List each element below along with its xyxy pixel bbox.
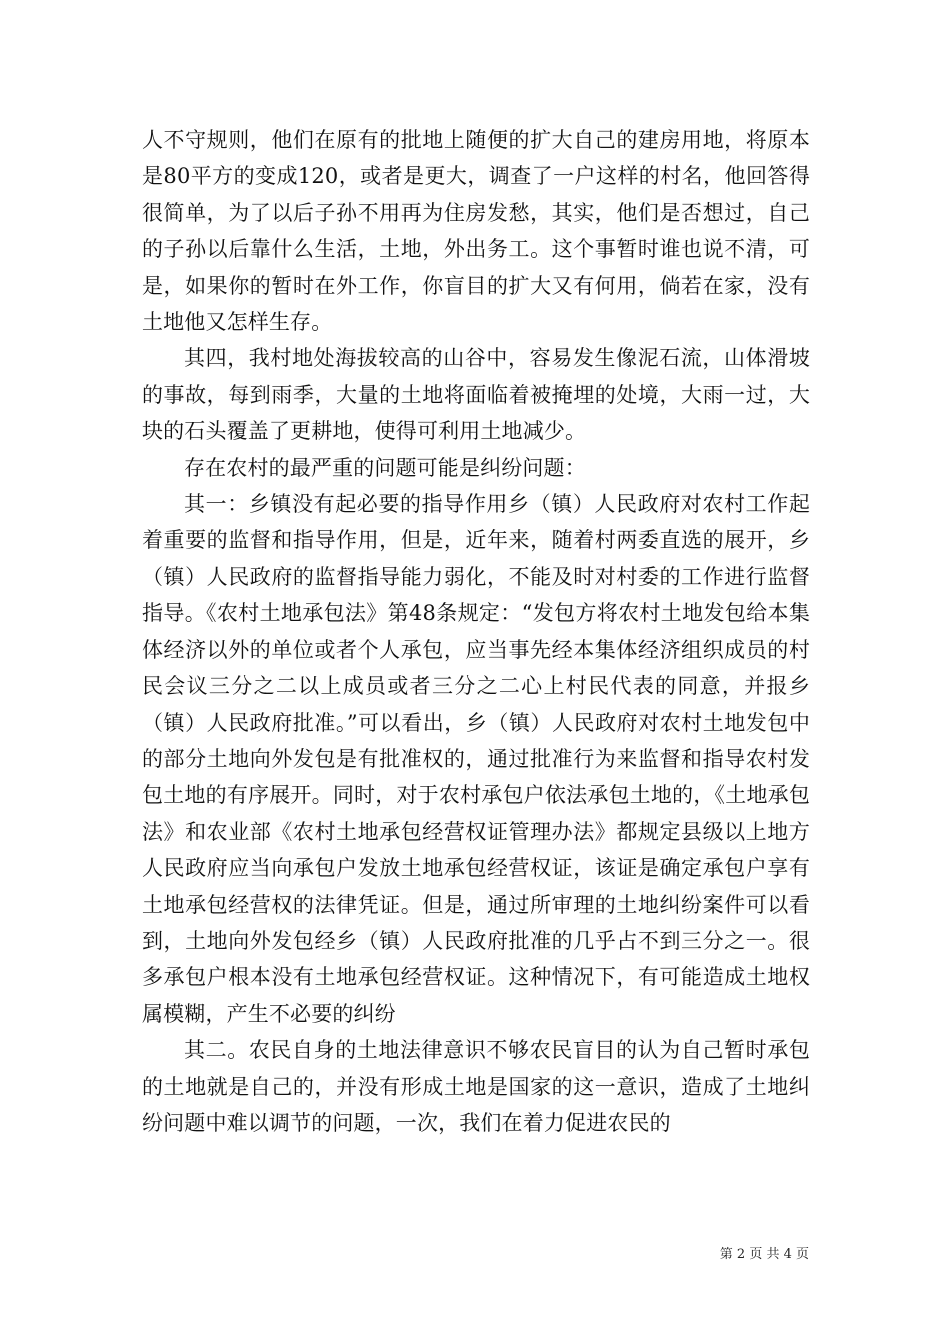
- paragraph-dispute-intro: 存在农村的最严重的问题可能是纠纷问题：: [184, 455, 586, 480]
- paragraph-first-dispute: 其一：乡镇没有起必要的指导作用乡（镇）人民政府对农村工作起着重要的监督和指导作用，但是，近年来，随着村两委直选的展开，乡（镇）人民政府的监督指导能力弱化，不能及时对村委的工作进行监督指导。《农村土地承包法》第48条规定：“发包方将农村土地发包给本集体经济以外的单位或者个人承包，应当事先经本集体经济组织成员的村民会议三分之二以上成员或者三分之二心上村民代表的同意，并报乡（镇）人民政府批准。”可以看出，乡（镇）人民政府对农村土地发包中的部分土地向外发包是有批准权的，通过批准行为来监督和指导农村发包土地的有序展开。同时，对于农村承包户依法承包土地的，《土地承包法》和农业部《农村土地承包经营权证管理办法》都规定县级以上地方人民政府应当向承包户发放土地承包经营权证，该证是确定承包户享有土地承包经营权的法律凭证。但是，通过所审理的土地纠纷案件可以看到，土地向外发包经乡（镇）人民政府批准的几乎占不到三分之一。很多承包户根本没有土地承包经营权证。这种情况下，有可能造成土地权属模糊，产生不必要的纠纷: [142, 492, 810, 1026]
- document-body: [142, 122, 810, 1141]
- paragraph-second-dispute: 其二。农民自身的土地法律意识不够农民盲目的认为自己暂时承包的土地就是自己的，并没有形成土地是国家的这一意识，造成了土地纠纷问题中难以调节的问题，一次，我们在着力促进农民的: [142, 1038, 810, 1135]
- paragraph-fourth-point: 其四，我村地处海拔较高的山谷中，容易发生像泥石流，山体滑坡的事故，每到雨季，大量的土地将面临着被掩埋的处境，大雨一过，大块的石头覆盖了更耕地，使得可利用土地减少。: [142, 346, 810, 444]
- page-number-footer: 第 2 页 共 4 页: [719, 1247, 809, 1262]
- paragraph-continuation: 人不守规则，他们在原有的批地上随便的扩大自己的建房用地，将原本是80平方的变成120，或者是更大，调查了一户这样的村名，他回答得很简单，为了以后子孙不用再为住房发愁，其实，他们是否想过，自己的子孙以后靠什么生活，土地，外出务工。这个事暂时谁也说不清，可是，如果你的暂时在外工作，你盲目的扩大又有何用，倘若在家，没有土地他又怎样生存。: [142, 128, 810, 335]
